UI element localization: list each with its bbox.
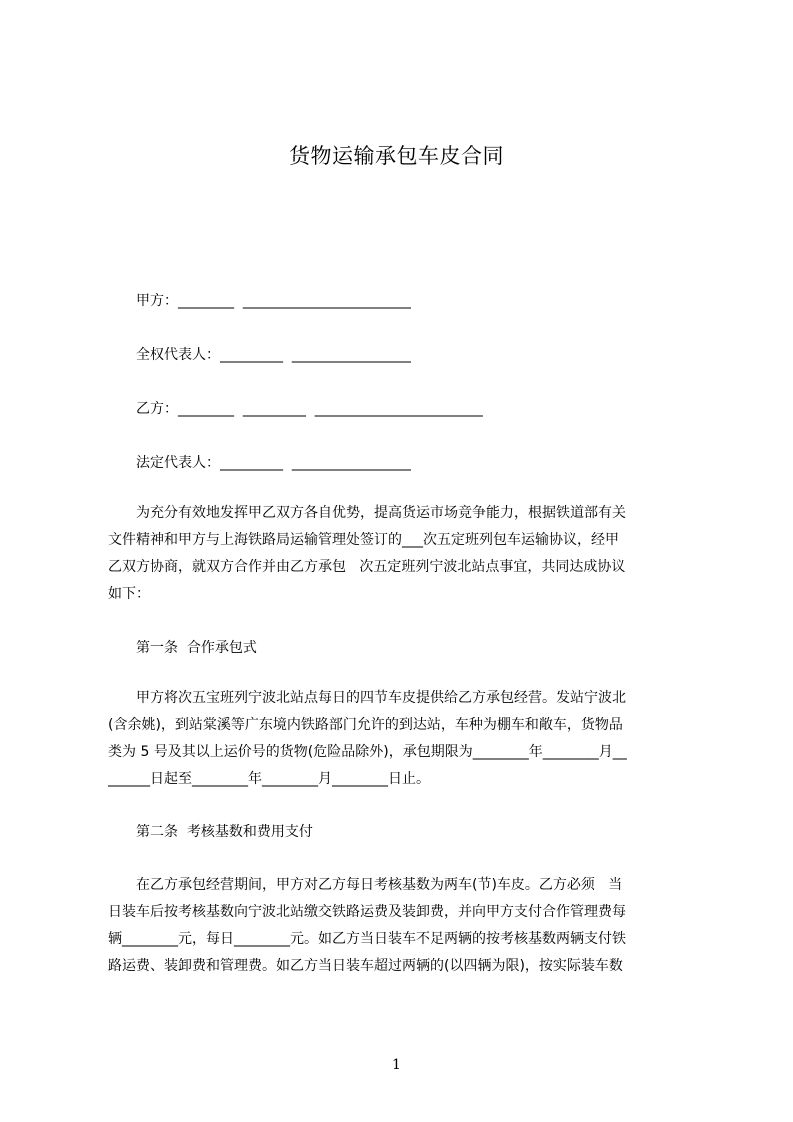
- intro-line: 为充分有效地发挥甲乙双方各自优势，提高货运市场竞争能力，根据铁道部有关: [136, 505, 626, 521]
- article-1-line: 甲方将次五宝班列宁波北站点每日的四节车皮提供给乙方承包经营。发站宁波北: [136, 690, 626, 706]
- article-2-line: 日装车后按考核基数向宁波北站缴交铁路运费及装卸费，并向甲方支付合作管理费每: [108, 904, 626, 920]
- authorized-representative-field: 全权代表人：_________ _________________: [136, 347, 411, 363]
- party-a-field: 甲方：________ ________________________: [136, 293, 411, 309]
- party-b-field: 乙方：________ _________ ________________________: [136, 401, 483, 417]
- article-1-line: (含余姚)，到站棠溪等广东境内铁路部门允许的到达站，车种为棚车和敞车，货物品: [108, 717, 623, 733]
- article-1-line: ______日起至________年________月________日止。: [108, 771, 430, 787]
- article-1-line: 类为 5 号及其以上运价号的货物(危险品除外)，承包期限为________年________月__: [108, 744, 627, 760]
- article-2-heading: 第二条 考核基数和费用支付: [136, 824, 313, 840]
- article-1-heading: 第一条 合作承包式: [136, 640, 257, 656]
- intro-paragraph: [108, 500, 700, 608]
- page-number: 1: [392, 1057, 401, 1073]
- article-2-line: 路运费、装卸费和管理费。如乙方当日装车超过两辆的(以四辆为限)，按实际装车数: [108, 958, 623, 974]
- intro-line: 文件精神和甲方与上海铁路局运输管理处签订的___次五定班列包车运输协议，经甲: [108, 532, 619, 548]
- legal-representative-field: 法定代表人：_________ _________________: [136, 455, 411, 471]
- intro-line: 如下：: [108, 586, 150, 602]
- article-1-paragraph: [108, 685, 700, 793]
- article-2-line: 在乙方承包经营期间，甲方对乙方每日考核基数为两车(节)车皮。乙方必须 当: [136, 877, 623, 893]
- intro-line: 乙双方协商，就双方合作并由乙方承包 次五定班列宁波北站点事宜，共同达成协议: [108, 559, 626, 575]
- article-2-paragraph: [108, 872, 700, 980]
- article-2-line: 辆________元，每日________元。如乙方当日装车不足两辆的按考核基数两辆支付铁: [108, 931, 626, 947]
- document-title: 货物运输承包车皮合同: [289, 144, 504, 168]
